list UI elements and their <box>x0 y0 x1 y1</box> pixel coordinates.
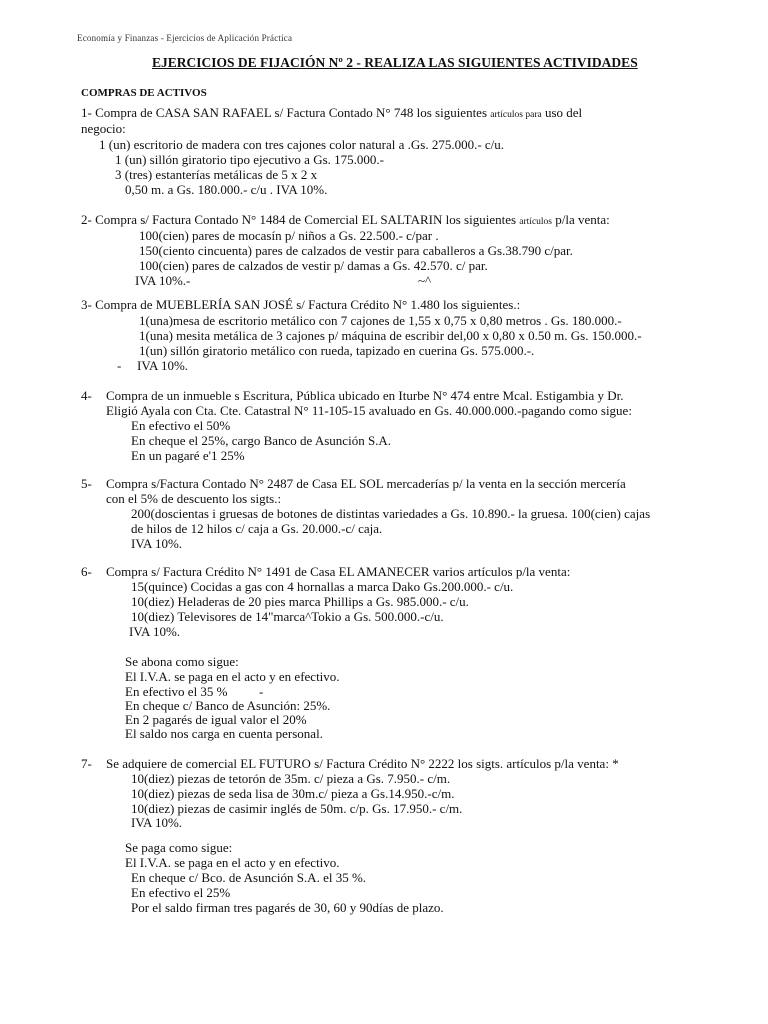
page-title: EJERCICIOS DE FIJACIÓN Nº 2 - REALIZA LAS SIGUIENTES ACTIVIDADES <box>152 55 638 70</box>
exercise-3-iva: IVA 10%. <box>137 358 189 373</box>
exercise-7-intro: Se adquiere de comercial EL FUTURO s/ Factura Crédito N° 2222 los sigts. artículos p/la venta: * <box>106 756 619 771</box>
exercise-6-item: 15(quince) Cocidas a gas con 4 hornallas a marca Dako Gs.200.000.- c/u. <box>131 579 514 594</box>
exercise-5-item: 200(doscientas i gruesas de botones de distintas variedades a Gs. 10.890.- la gruesa. 100(cien) cajas <box>131 506 651 521</box>
exercise-7-payment-item: Por el saldo firman tres pagarés de 30, 60 y 90días de plazo. <box>131 900 444 915</box>
exercise-6-payment-item: El saldo nos carga en cuenta personal. <box>125 726 323 741</box>
running-header: Economía y Finanzas - Ejercicios de Aplicación Práctica <box>77 33 293 43</box>
exercise-1-item: 1 (un) sillón giratorio tipo ejecutivo a Gs. 175.000.- <box>115 152 384 167</box>
exercise-4-number: 4- <box>81 388 92 403</box>
exercise-3-item: 1(una)mesa de escritorio metálico con 7 cajones de 1,55 x 0,75 x 0,80 metros . Gs. 180.000.- <box>139 313 622 328</box>
exercise-4-text-cont: Eligió Ayala con Cta. Cte. Catastral N° 11-105-15 avaluado en Gs. 40.000.000.-pagando como sigue: <box>106 403 632 418</box>
exercise-3-intro: 3- Compra de MUEBLERÍA SAN JOSÉ s/ Factura Crédito N° 1.480 los siguientes.: <box>81 297 521 312</box>
exercise-2-item: 150(ciento cincuenta) pares de calzados de vestir para caballeros a Gs.38.790 c/par. <box>139 243 573 258</box>
exercise-1-intro-cont: negocio: <box>81 121 126 136</box>
exercise-2-item: 100(cien) pares de calzados de vestir p/ damas a Gs. 42.570. c/ par. <box>139 258 488 273</box>
exercise-6-number: 6- <box>81 564 92 579</box>
exercise-5-text: Compra s/Factura Contado N° 2487 de Casa EL SOL mercaderías p/ la venta en la sección mercería <box>106 476 626 491</box>
exercise-1-item: 0,50 m. a Gs. 180.000.- c/u . IVA 10%. <box>125 182 328 197</box>
exercise-6-payment-item: En 2 pagarés de igual valor el 20% <box>125 712 307 727</box>
stray-mark: ~^ <box>418 273 432 288</box>
exercise-7-number: 7- <box>81 756 92 771</box>
exercise-5-text-cont: con el 5% de descuento los sigts.: <box>106 491 282 506</box>
exercise-2-item: IVA 10%.- <box>135 273 191 288</box>
exercise-7-item: 10(diez) piezas de seda lisa de 30m.c/ pieza a Gs.14.950.-c/m. <box>131 786 455 801</box>
exercise-6-item: 10(diez) Televisores de 14"marca^Tokio a Gs. 500.000.-c/u. <box>131 609 444 624</box>
exercise-6-item: 10(diez) Heladeras de 20 pies marca Phillips a Gs. 985.000.- c/u. <box>131 594 469 609</box>
exercise-3-dash: - <box>117 358 122 373</box>
exercise-6-payment-item: En cheque c/ Banco de Asunción: 25%. <box>125 698 331 713</box>
exercise-5-iva: IVA 10%. <box>131 536 183 551</box>
exercise-7-item: 10(diez) piezas de casimir inglés de 50m. c/p. Gs. 17.950.- c/m. <box>131 801 463 816</box>
exercise-7-payment-item: En efectivo el 25% <box>131 885 231 900</box>
exercise-4-text: Compra de un inmueble s Escritura, Pública ubicado en Iturbe N° 474 entre Mcal. Estigambia y Dr. <box>106 388 624 403</box>
exercise-6-payment-item: En efectivo el 35 % <box>125 684 228 699</box>
exercise-4-item: En cheque el 25%, cargo Banco de Asunción S.A. <box>131 433 392 448</box>
exercise-6-dash: - <box>259 684 264 699</box>
exercise-5-number: 5- <box>81 476 92 491</box>
exercise-4-item: En un pagaré e'1 25% <box>131 448 245 463</box>
exercise-4-item: En efectivo el 50% <box>131 418 231 433</box>
exercise-2-item: 100(cien) pares de mocasín p/ niños a Gs. 22.500.- c/par . <box>139 228 439 243</box>
exercise-3-item: 1(un) sillón giratorio metálico con rueda, tapizado en cuerina Gs. 575.000.-. <box>139 343 535 358</box>
section-heading: COMPRAS DE ACTIVOS <box>81 87 207 99</box>
exercise-2-intro: 2- Compra s/ Factura Contado N° 1484 de Comercial EL SALTARIN los siguientes artículos p/la venta: <box>81 212 610 227</box>
exercise-7-iva: IVA 10%. <box>131 815 183 830</box>
exercise-7-payment-item: En cheque c/ Bco. de Asunción S.A. el 35 %. <box>131 870 367 885</box>
exercise-1-item: 1 (un) escritorio de madera con tres cajones color natural a .Gs. 275.000.- c/u. <box>99 137 505 152</box>
exercise-6-intro: Compra s/ Factura Crédito N° 1491 de Casa EL AMANECER varios artículos p/la venta: <box>106 564 571 579</box>
exercise-7-payment-intro: Se paga como sigue: <box>125 840 233 855</box>
exercise-6-iva: IVA 10%. <box>129 624 181 639</box>
exercise-6-payment-intro: Se abona como sigue: <box>125 654 239 669</box>
exercise-1-item: 3 (tres) estanterías metálicas de 5 x 2 x <box>115 167 318 182</box>
exercise-1-intro: 1- Compra de CASA SAN RAFAEL s/ Factura Contado N° 748 los siguientes artículos para uso del <box>81 105 583 120</box>
exercise-7-item: 10(diez) piezas de tetorón de 35m. c/ pieza a Gs. 7.950.- c/m. <box>131 771 451 786</box>
exercise-3-item: 1(una) mesita metálica de 3 cajones p/ máquina de escribir del,00 x 0,80 x 0.50 m. Gs. 150.000.- <box>139 328 642 343</box>
exercise-7-payment-item: El I.V.A. se paga en el acto y en efectivo. <box>125 855 340 870</box>
exercise-5-item-cont: de hilos de 12 hilos c/ caja a Gs. 20.000.-c/ caja. <box>131 521 383 536</box>
exercise-6-payment-item: El I.V.A. se paga en el acto y en efectivo. <box>125 669 340 684</box>
